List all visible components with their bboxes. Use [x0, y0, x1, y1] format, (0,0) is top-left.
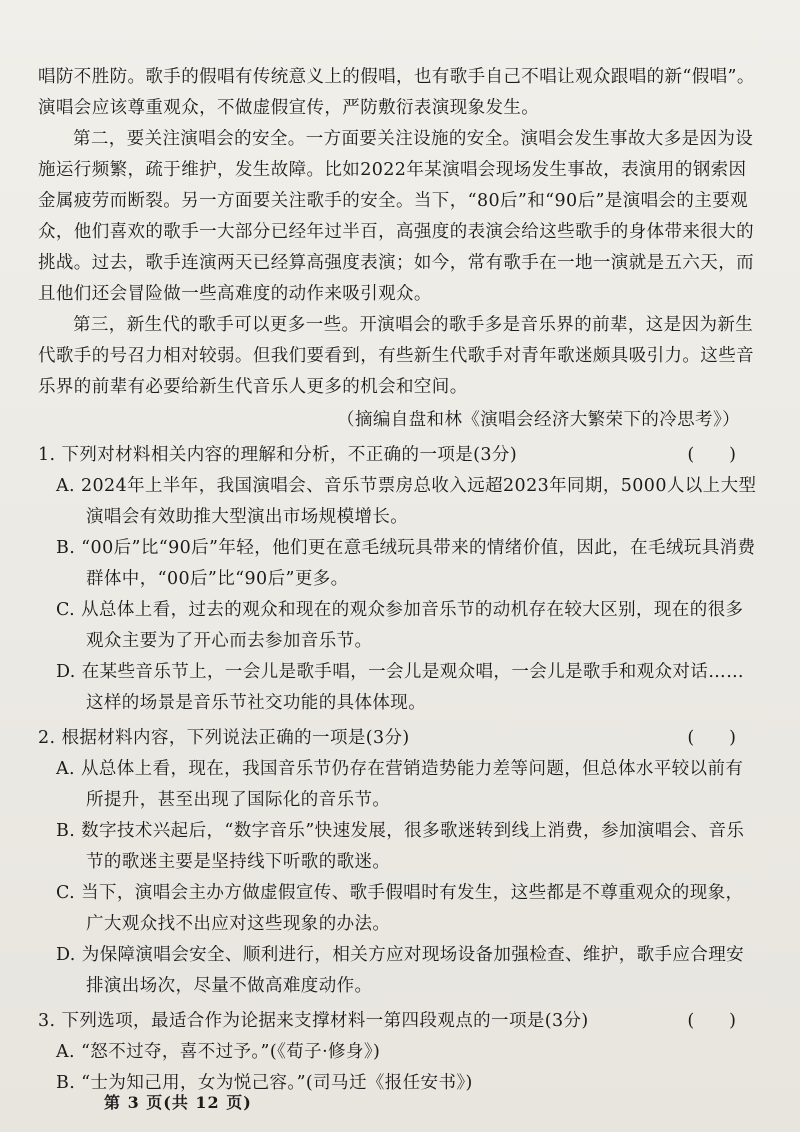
page-number: 第 3 页(共 12 页) — [104, 1093, 252, 1112]
option-b: B. “00后”比“90后”年轻，他们更在意毛绒玩具带来的情绪价值，因此，在毛绒玩具消费群体中，“00后”比“90后”更多。 — [56, 538, 756, 589]
passage-paragraph-1: 唱防不胜防。歌手的假唱有传统意义上的假唱，也有歌手自己不唱让观众跟唱的新“假唱”。演唱会应该尊重观众，不做虚假宣传，严防敷衍表演现象发生。 — [38, 67, 755, 118]
option-d: D. 在某些音乐节上，一会儿是歌手唱，一会儿是观众唱，一会儿是歌手和观众对话……这样的场景是音乐节社交功能的具体体现。 — [56, 662, 745, 713]
option-d: D. 为保障演唱会安全、顺利进行，相关方应对现场设备加强检查、维护，歌手应合理安排演出场次，尽量不做高难度动作。 — [56, 945, 745, 996]
question-stem-text: 1. 下列对材料相关内容的理解和分析，不正确的一项是(3分) — [38, 445, 518, 465]
question-stem-text: 2. 根据材料内容，下列说法正确的一项是(3分) — [38, 728, 410, 748]
option-b: B. 数字技术兴起后，“数字音乐”快速发展，很多歌迷转到线上消费，参加演唱会、音乐节的歌迷主要是坚持线下听歌的歌迷。 — [56, 821, 745, 872]
option-a: A. “怒不过夺，喜不过予。”(《荀子·修身》) — [56, 1042, 381, 1062]
question-stem — [38, 440, 760, 471]
question-1 — [38, 440, 760, 719]
question-stem — [38, 1006, 760, 1037]
answer-bracket: ( ) — [687, 728, 736, 748]
passage-and-questions — [38, 62, 760, 1099]
answer-bracket: ( ) — [687, 445, 736, 465]
answer-bracket: ( ) — [687, 1011, 736, 1031]
passage-paragraph-3: 第三，新生代的歌手可以更多一些。开演唱会的歌手多是音乐界的前辈，这是因为新生代歌手的号召力相对较弱。但我们要看到，有些新生代歌手对青年歌迷颇具吸引力。这些音乐界的前辈有必要给新生代音乐人更多的机会和空间。 — [38, 315, 754, 397]
passage-source: （摘编自盘和林《演唱会经济大繁荣下的冷思考》） — [337, 410, 740, 430]
question-stem — [38, 723, 760, 754]
option-b: B. “士为知己用，女为悦己容。”(司马迁《报任安书》) — [56, 1073, 473, 1093]
question-2 — [38, 723, 760, 1002]
option-a: A. 2024年上半年，我国演唱会、音乐节票房总收入远超2023年同期，5000人以上大型演唱会有效助推大型演出市场规模增长。 — [56, 476, 757, 527]
option-c: C. 从总体上看，过去的观众和现在的观众参加音乐节的动机存在较大区别，现在的很多观众主要为了开心而去参加音乐节。 — [56, 600, 744, 651]
question-3 — [38, 1006, 760, 1099]
option-c: C. 当下，演唱会主办方做虚假宣传、歌手假唱时有发生，这些都是不尊重观众的现象，广大观众找不出应对这些现象的办法。 — [56, 883, 744, 934]
question-stem-text: 3. 下列选项，最适合作为论据来支撑材料一第四段观点的一项是(3分) — [38, 1011, 589, 1031]
passage-paragraph-2: 第二，要关注演唱会的安全。一方面要关注设施的安全。演唱会发生事故大多是因为设施运行频繁，疏于维护，发生故障。比如2022年某演唱会现场发生事故，表演用的钢索因金属疲劳而断裂。另一方面要关注歌手的安全。当下，“80后”和“90后”是演唱会的主要观众，他们喜欢的歌手一大部分已经年过半百，高强度的表演会给这些歌手的身体带来很大的挑战。过去，歌手连演两天已经算高强度表演；如今，常有歌手在一地一演就是五六天，而且他们还会冒险做一些高难度的动作来吸引观众。 — [38, 129, 754, 304]
option-a: A. 从总体上看，现在，我国音乐节仍存在营销造势能力差等问题，但总体水平较以前有所提升，甚至出现了国际化的音乐节。 — [56, 759, 744, 810]
